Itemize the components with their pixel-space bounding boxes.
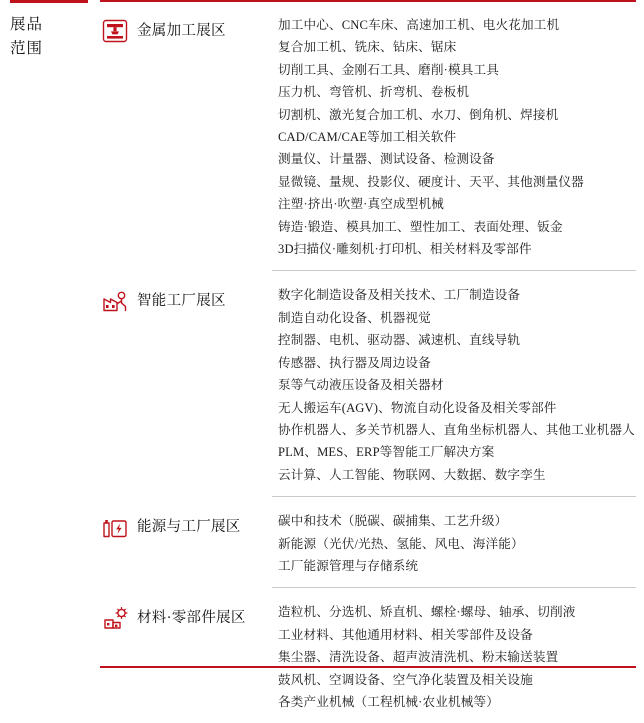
page-title-line-1: 展品 — [10, 16, 44, 33]
list-item: 切削工具、金刚石工具、磨削·模具工具 — [278, 62, 499, 77]
section-label: 智能工厂展区 — [137, 293, 226, 310]
list-item: PLM、MES、ERP等智能工厂解决方案 — [278, 445, 495, 460]
section-materials-parts — [100, 587, 636, 723]
smart-factory-icon — [100, 286, 130, 316]
list-item: 显微镜、量规、投影仪、硬度计、天平、其他测量仪器 — [278, 174, 584, 189]
list-item: 各类产业机械（工程机械·农业机械等） — [278, 694, 499, 709]
list-item: CAD/CAM/CAE等加工相关软件 — [278, 130, 457, 145]
list-item: 加工中心、CNC车床、高速加工机、电火花加工机 — [278, 18, 560, 32]
materials-parts-icon — [100, 603, 130, 633]
list-item: 鼓风机、空调设备、空气净化装置及相关设施 — [278, 672, 533, 687]
list-item: 工业材料、其他通用材料、相关零部件及设备 — [278, 627, 533, 642]
section-label: 能源与工厂展区 — [137, 519, 241, 536]
list-item: 泵等气动液压设备及相关器材 — [278, 378, 444, 393]
section-divider — [272, 496, 636, 497]
list-item: 无人搬运车(AGV)、物流自动化设备及相关零部件 — [278, 400, 557, 415]
section-smart-factory — [100, 270, 636, 496]
page-title — [10, 13, 88, 61]
list-item: 造粒机、分选机、矫直机、螺栓·螺母、轴承、切削液 — [278, 605, 576, 620]
bottom-accent-rule — [100, 666, 636, 668]
section-header — [100, 502, 278, 542]
section-label: 材料·零部件展区 — [137, 610, 246, 627]
section-header — [100, 593, 278, 633]
list-item: 制造自动化设备、机器视觉 — [278, 310, 431, 325]
energy-factory-icon — [100, 512, 130, 542]
list-item: 控制器、电机、驱动器、减速机、直线导轨 — [278, 333, 521, 348]
list-item: 集尘器、清洗设备、超声波清洗机、粉末输送装置 — [278, 650, 559, 665]
list-item: 数字化制造设备及相关技术、工厂制造设备 — [278, 288, 521, 303]
page-title-line-2: 范围 — [10, 40, 44, 58]
section-label: 金属加工展区 — [137, 23, 226, 39]
list-item: 铸造·锻造、模具加工、塑性加工、表面处理、钣金 — [278, 219, 563, 234]
section-divider — [272, 587, 636, 588]
section-header — [100, 276, 278, 316]
list-item: 复合加工机、铣床、钻床、锯床 — [278, 40, 457, 55]
section-header — [100, 6, 278, 46]
list-item: 3D扫描仪·雕刻机·打印机、相关材料及零部件 — [278, 242, 532, 257]
list-item: 协作机器人、多关节机器人、直角坐标机器人、其他工业机器人 — [278, 422, 635, 437]
list-item: 新能源（光伏/光热、氢能、风电、海洋能） — [278, 536, 524, 551]
page-title-block — [10, 0, 88, 61]
list-item: 工厂能源管理与存储系统 — [278, 558, 419, 573]
section-items — [278, 502, 636, 587]
list-item: 传感器、执行器及周边设备 — [278, 355, 431, 370]
section-divider — [272, 270, 636, 271]
list-item: 测量仪、计量器、测试设备、检测设备 — [278, 152, 495, 167]
list-item: 切割机、激光复合加工机、水刀、倒角机、焊接机 — [278, 107, 559, 122]
list-item: 注塑·挤出·吹塑·真空成型机械 — [278, 197, 444, 212]
metal-machining-icon — [100, 16, 130, 46]
list-item: 云计算、人工智能、物联网、大数据、数字孪生 — [278, 467, 546, 482]
section-accent-rule — [100, 0, 636, 2]
list-item: 碳中和技术（脱碳、碳捕集、工艺升级） — [278, 514, 508, 529]
section-list — [100, 0, 636, 723]
section-items — [278, 6, 636, 270]
section-items — [278, 276, 636, 496]
section-energy-factory — [100, 496, 636, 587]
title-accent-rule — [10, 0, 88, 3]
list-item: 压力机、弯管机、折弯机、卷板机 — [278, 85, 470, 100]
section-items — [278, 593, 636, 723]
section-metal-machining — [100, 0, 636, 270]
